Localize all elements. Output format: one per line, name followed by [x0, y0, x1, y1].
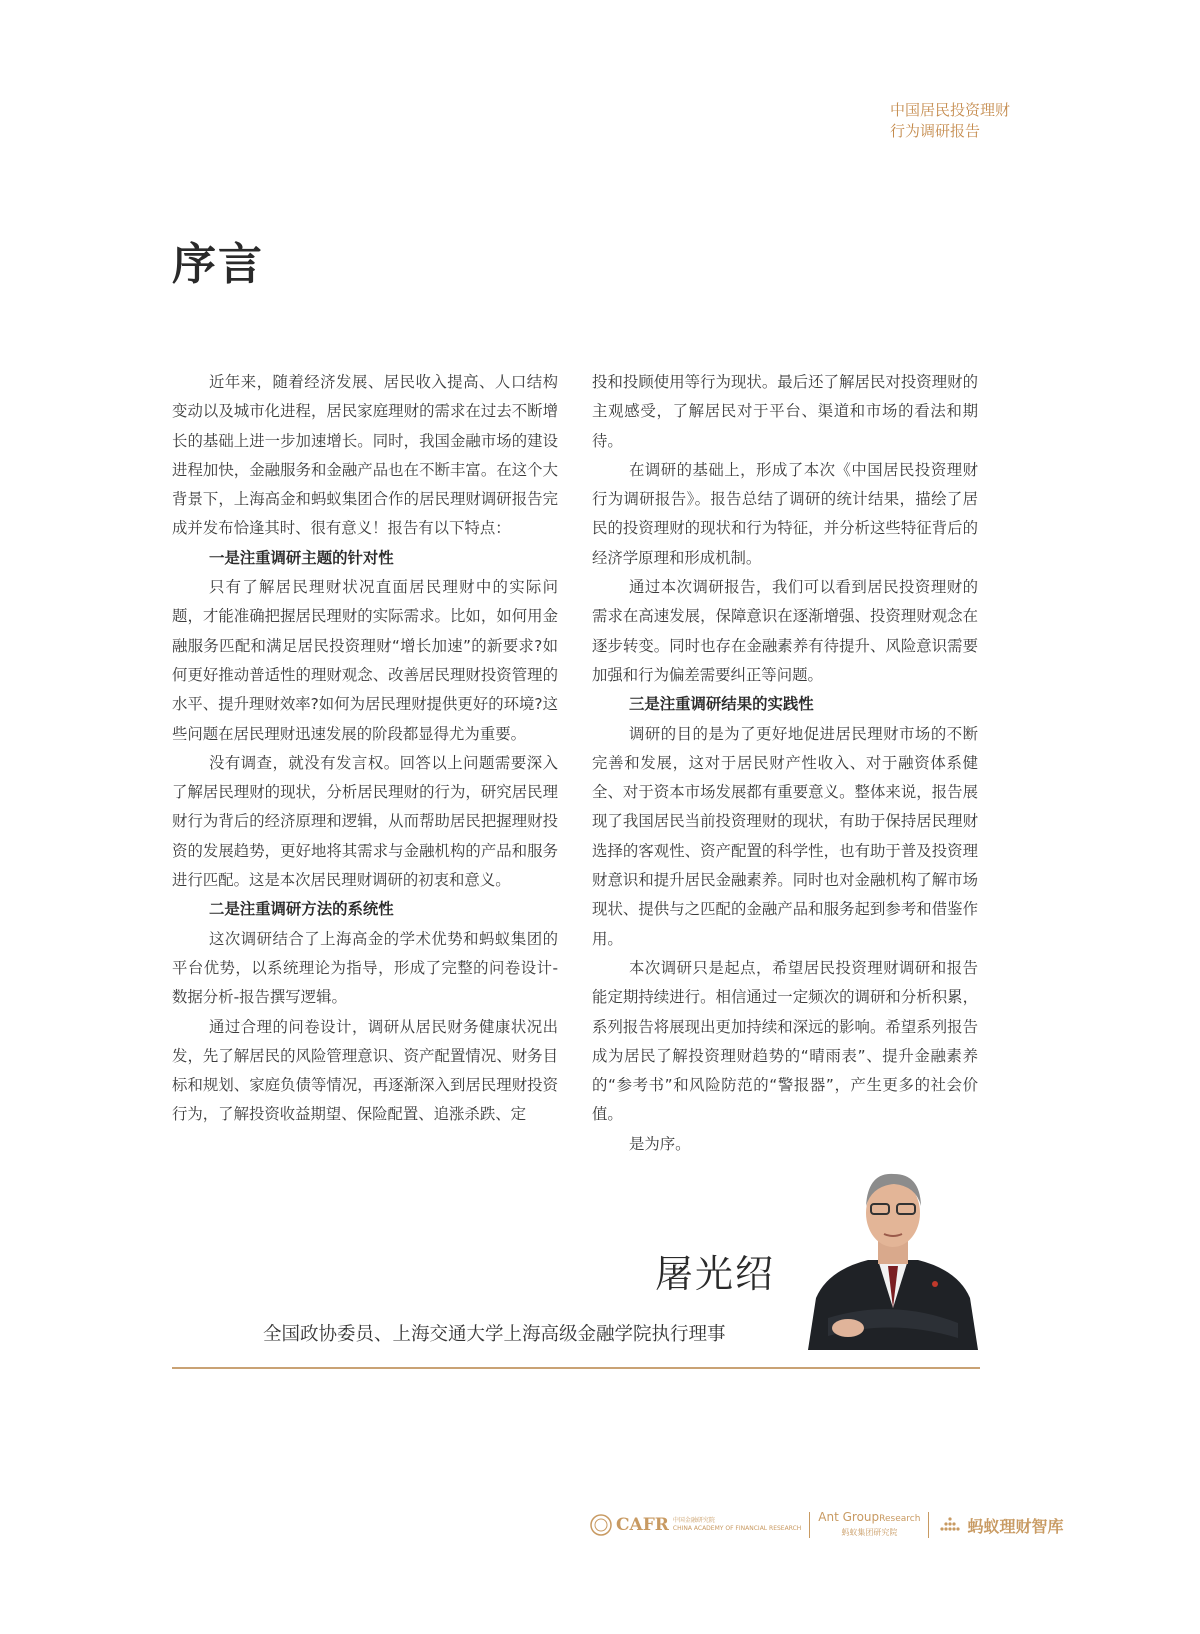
report-header: [890, 100, 1010, 142]
author-portrait: [808, 1158, 978, 1350]
paragraph: 本次调研只是起点，希望居民投资理财调研和报告能定期持续进行。相信通过一定频次的调研和分析积累，系列报告将展现出更加持续和深远的影响。希望系列报告成为居民了解投资理财趋势的“晴雨表”、提升金融素养的“参考书”和风险防范的“警报器”，产生更多的社会价值。: [592, 958, 978, 1124]
author-role: 全国政协委员、上海交通大学上海高级金融学院执行理事: [263, 1324, 726, 1345]
cafr-seal-icon: [590, 1514, 612, 1536]
paragraph: 调研的目的是为了更好地促进居民理财市场的不断完善和发展，这对于居民财产性收入、对于融资体系健全、对于资本市场发展都有重要意义。整体来说，报告展现了我国居民当前投资理财的现状，有助于保持居民理财选择的客观性、资产配置的科学性，也有助于普及投资理财意识和提升居民金融素养。同时也对金融机构了解市场现状、提供与之匹配的金融产品和服务起到参考和借鉴作用。: [592, 724, 978, 948]
paragraph: 没有调查，就没有发言权。回答以上问题需要深入了解居民理财的现状，分析居民理财的行为，研究居民理财行为背后的经济原理和逻辑，从而帮助居民把握理财投资的发展趋势，更好地将其需求与金融机构的产品和服务进行匹配。这是本次居民理财调研的初衷和意义。: [172, 753, 558, 890]
ant-cn-label: 蚂蚁集团研究院: [841, 1528, 898, 1537]
divider-rule: [172, 1367, 980, 1369]
paragraph: 是为序。: [628, 1134, 691, 1153]
footer-logos: [590, 1508, 1063, 1542]
ant-group-label: Ant Group: [818, 1510, 880, 1524]
left-column: [172, 368, 558, 1130]
paragraph: 近年来，随着经济发展、居民收入提高、人口结构变动以及城市化进程，居民家庭理财的需求在过去不断增长的基础上进一步加速增长。同时，我国金融市场的建设进程加快，金融服务和金融产品也在不断丰富。在这个大背景下，上海高金和蚂蚁集团合作的居民理财调研报告完成并发布恰逢其时、很有意义！报告有以下特点：: [172, 373, 558, 538]
right-column: [592, 368, 978, 1159]
paragraph: 通过合理的问卷设计，调研从居民财务健康状况出发，先了解居民的风险管理意识、资产配置情况、财务目标和规划、家庭负债等情况，再逐渐深入到居民理财投资行为，了解投资收益期望、保险配置、追涨杀跌、定: [172, 1017, 558, 1124]
paragraph: 投和投顾使用等行为现状。最后还了解居民对投资理财的主观感受，了解居民对于平台、渠道和市场的看法和期待。: [592, 373, 978, 450]
paragraph: 只有了解居民理财状况直面居民理财中的实际问题，才能准确把握居民理财的实际需求。比如，如何用金融服务匹配和满足居民投资理财“增长加速”的新要求?如何更好推动普适性的理财观念、改善居民理财投资管理的水平、提升理财效率?如何为居民理财提供更好的环境?这些问题在居民理财迅速发展的阶段都显得尤为重要。: [172, 578, 558, 743]
cafr-cn: 中国金融研究院: [672, 1517, 715, 1524]
think-tank-label: 蚂蚁理财智库: [967, 1516, 1064, 1536]
ant-think-tank-logo: [937, 1514, 1063, 1537]
ant-group-research-logo: [818, 1511, 920, 1539]
report-header-line1: 中国居民投资理财: [890, 101, 1011, 119]
cafr-logo: [590, 1514, 801, 1536]
author-name: 屠光绍: [655, 1252, 776, 1296]
cafr-en: CHINA ACADEMY OF FINANCIAL RESEARCH: [672, 1525, 802, 1532]
paragraph: 通过本次调研报告，我们可以看到居民投资理财的需求在高速发展，保障意识在逐渐增强、投资理财观念在逐步转变。同时也存在金融素养有待提升、风险意识需要加强和行为偏差需要纠正等问题。: [592, 578, 978, 684]
section-heading: 三是注重调研结果的实践性: [628, 695, 814, 714]
paragraph: 这次调研结合了上海高金的学术优势和蚂蚁集团的平台优势，以系统理论为指导，形成了完整的问卷设计-数据分析-报告撰写逻辑。: [172, 929, 558, 1007]
report-header-line2: 行为调研报告: [890, 122, 981, 140]
section-heading: 二是注重调研方法的系统性: [208, 900, 394, 919]
paragraph: 在调研的基础上，形成了本次《中国居民投资理财行为调研报告》。报告总结了调研的统计结果，描绘了居民的投资理财的现状和行为特征，并分析这些特征背后的经济学原理和形成机制。: [592, 460, 978, 567]
page-title: 序言: [172, 239, 264, 290]
cafr-abbr: CAFR: [616, 1515, 669, 1535]
section-heading: 一是注重调研主题的针对性: [208, 548, 394, 567]
logo-separator: [809, 1512, 810, 1538]
ant-research-label: Research: [879, 1514, 921, 1524]
logo-separator: [928, 1512, 929, 1538]
dots-triangle-icon: [937, 1516, 963, 1534]
